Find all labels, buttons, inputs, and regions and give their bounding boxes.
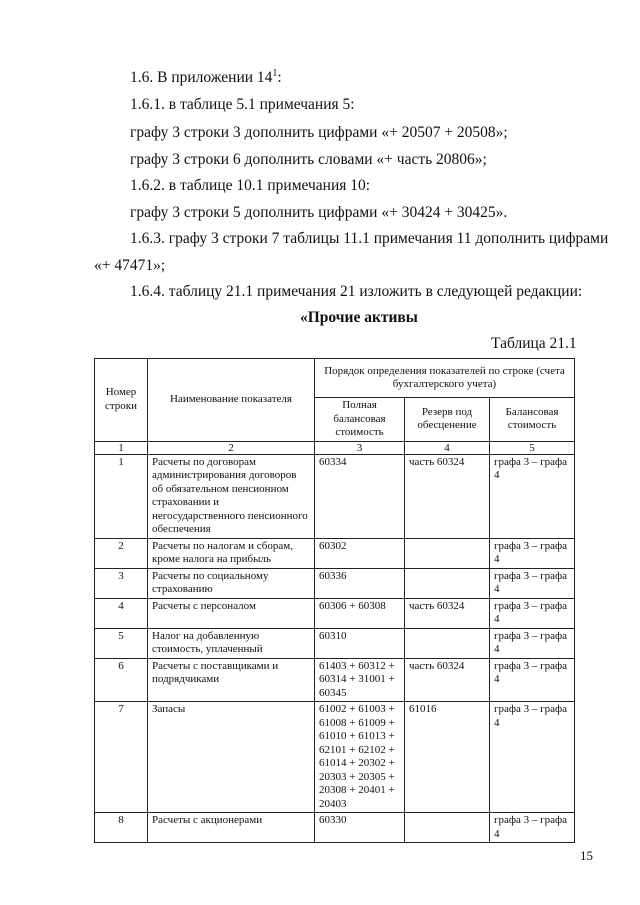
row-balance-value: графа 3 – графа 4 (490, 628, 575, 658)
header-reserve: Резерв под обесценение (405, 398, 490, 442)
paragraph-1-6-3: 1.6.3. графу 3 строки 7 таблицы 11.1 примечания 11 дополнить цифрами (130, 230, 609, 247)
row-reserve: часть 60324 (405, 658, 490, 702)
row-full-balance: 61002 + 61003 + 61008 + 61009 + 61010 + 61013 + 62101 + 62102 + 61014 + 20302 + 20303 + 20305 + 20308 + 20401 + 20403 (315, 702, 405, 813)
table-row (95, 702, 575, 813)
assets-table (94, 358, 575, 843)
column-number: 2 (148, 441, 315, 454)
table-row (95, 454, 575, 538)
header-row-number: Номер строки (95, 359, 148, 442)
row-balance-value: графа 3 – графа 4 (490, 813, 575, 843)
column-number: 4 (405, 441, 490, 454)
table-header-row (95, 359, 575, 398)
paragraph-row5: графу 3 строки 5 дополнить цифрами «+ 30424 + 30425». (130, 204, 508, 221)
row-reserve (405, 538, 490, 568)
row-reserve: 61016 (405, 702, 490, 813)
paragraph-1-6-2: 1.6.2. в таблице 10.1 примечания 10: (130, 177, 371, 194)
row-name: Расчеты по социальному страхованию (148, 568, 315, 598)
table-row (95, 538, 575, 568)
table-row (95, 813, 575, 843)
paragraph-1-6-1: 1.6.1. в таблице 5.1 примечания 5: (130, 96, 355, 113)
row-balance-value: графа 3 – графа 4 (490, 538, 575, 568)
column-number: 5 (490, 441, 575, 454)
row-number: 4 (95, 598, 148, 628)
row-full-balance: 60334 (315, 454, 405, 538)
row-balance-value: графа 3 – графа 4 (490, 702, 575, 813)
row-number: 2 (95, 538, 148, 568)
row-number: 5 (95, 628, 148, 658)
row-name: Налог на добавленную стоимость, уплаченный (148, 628, 315, 658)
column-number: 3 (315, 441, 405, 454)
paragraph-1-6: 1.6. В приложении $14^1$: (130, 67, 282, 86)
row-number: 8 (95, 813, 148, 843)
row-balance-value: графа 3 – графа 4 (490, 658, 575, 702)
header-balance-value: Балансовая стоимость (490, 398, 575, 442)
row-reserve (405, 628, 490, 658)
row-reserve: часть 60324 (405, 454, 490, 538)
header-indicator-name: Наименование показателя (148, 359, 315, 442)
row-number: 7 (95, 702, 148, 813)
table-row (95, 628, 575, 658)
row-reserve (405, 813, 490, 843)
column-number: 1 (95, 441, 148, 454)
table-row (95, 658, 575, 702)
table-row (95, 598, 575, 628)
row-reserve (405, 568, 490, 598)
header-full-balance: Полная балансовая стоимость (315, 398, 405, 442)
row-full-balance: 60336 (315, 568, 405, 598)
row-name: Расчеты с персоналом (148, 598, 315, 628)
row-name: Запасы (148, 702, 315, 813)
row-balance-value: графа 3 – графа 4 (490, 598, 575, 628)
column-numbers-row (95, 441, 575, 454)
row-full-balance: 61403 + 60312 + 60314 + 31001 + 60345 (315, 658, 405, 702)
paragraph-row3: графу 3 строки 3 дополнить цифрами «+ 20507 + 20508»; (130, 124, 508, 141)
row-name: Расчеты с акционерами (148, 813, 315, 843)
row-full-balance: 60310 (315, 628, 405, 658)
section-title: «Прочие активы (300, 309, 418, 326)
page-number: 15 (580, 848, 593, 863)
row-number: 1 (95, 454, 148, 538)
row-reserve: часть 60324 (405, 598, 490, 628)
paragraph-1-6-4: 1.6.4. таблицу 21.1 примечания 21 изложить в следующей редакции: (130, 283, 583, 300)
table-row (95, 568, 575, 598)
row-balance-value: графа 3 – графа 4 (490, 568, 575, 598)
row-number: 3 (95, 568, 148, 598)
row-number: 6 (95, 658, 148, 702)
row-name: Расчеты по договорам администрирования договоров об обязательном пенсионном страховании и негосударственного пенсионного обеспечения (148, 454, 315, 538)
row-balance-value: графа 3 – графа 4 (490, 454, 575, 538)
row-full-balance: 60302 (315, 538, 405, 568)
paragraph-1-6-3-cont: «+ 47471»; (94, 257, 166, 274)
row-full-balance: 60330 (315, 813, 405, 843)
table-caption: Таблица 21.1 (491, 335, 577, 352)
row-full-balance: 60306 + 60308 (315, 598, 405, 628)
row-name: Расчеты с поставщиками и подрядчиками (148, 658, 315, 702)
row-name: Расчеты по налогам и сборам, кроме налога на прибыль (148, 538, 315, 568)
paragraph-row6: графу 3 строки 6 дополнить словами «+ часть 20806»; (130, 151, 487, 168)
header-group: Порядок определения показателей по строке (счета бухгалтерского учета) (315, 359, 575, 398)
